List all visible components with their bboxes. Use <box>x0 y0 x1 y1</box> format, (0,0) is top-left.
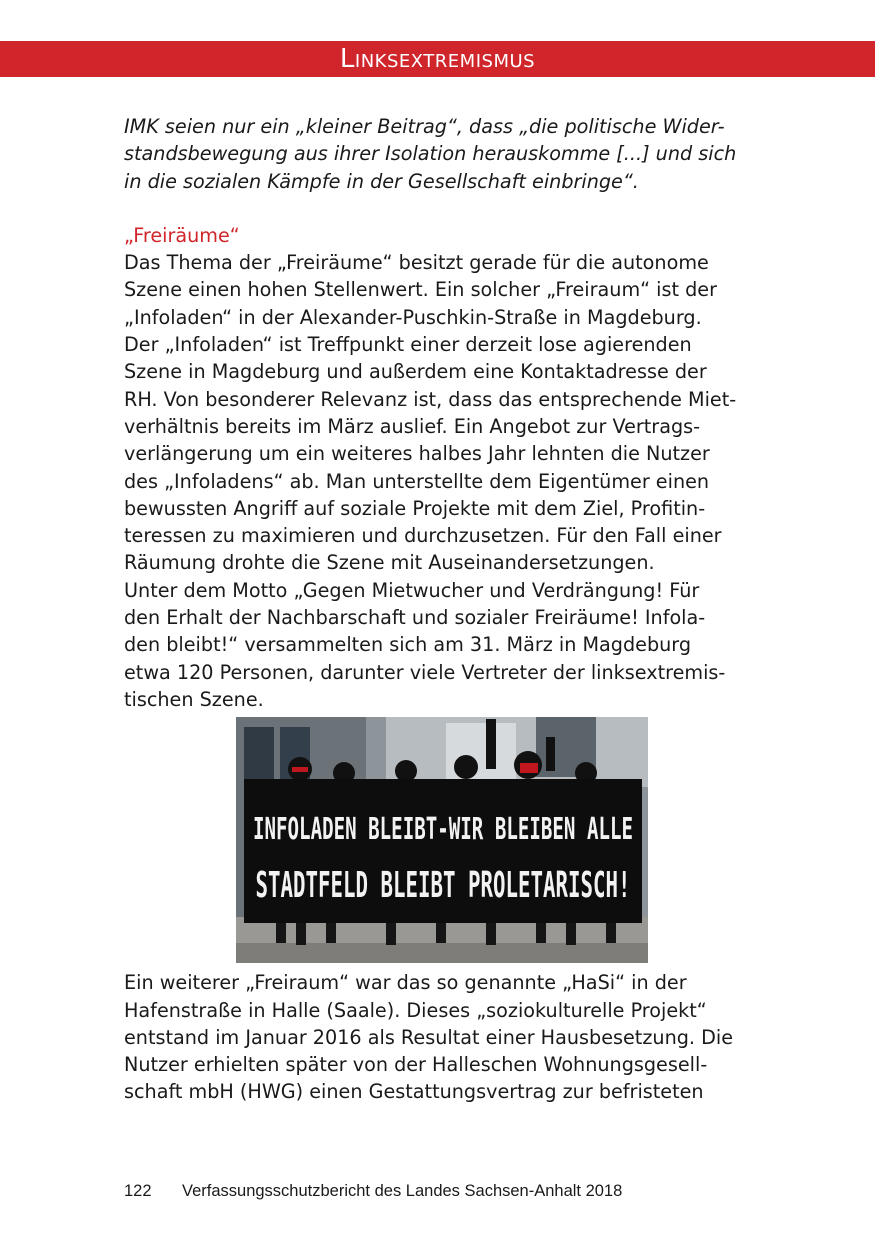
chapter-title: Linksextremismus <box>339 44 536 74</box>
page-footer <box>124 1182 622 1201</box>
chapter-header-bar <box>0 41 875 77</box>
protest-photo <box>236 717 648 963</box>
section-heading: „Freiräume“ <box>124 223 240 247</box>
intro-paragraph: IMK seien nur ein „kleiner Beitrag“, dass „die politische Wider- standsbewegung aus ihrer Isolation herauskomme [...] und sich in die sozialen Kämpfe in der Gesellschaft einbringe“. <box>124 115 737 193</box>
publication-title: Verfassungsschutzbericht des Landes Sachsen-Anhalt 2018 <box>182 1182 623 1200</box>
page-number: 122 <box>124 1182 152 1200</box>
page-content <box>124 113 750 1106</box>
banner-text-line1: INFOLADEN BLEIBT-WIR BLEIBEN ALLE <box>253 812 633 848</box>
body-paragraph-hasi: Ein weiterer „Freiraum“ war das so genannte „HaSi“ in der Hafenstraße in Halle (Saale). Dieses „soziokulturelle Projekt“ entstand im Januar 2016 als Resultat einer Hausbesetzung. Die Nutzer erhielten später von der Halleschen Wohnungsgesell- schaft mbH (HWG) einen Gestattungsvertrag zur befristeten <box>124 971 734 1104</box>
banner-text-line2: STADTFELD BLEIBT PROLETARISCH! <box>255 865 631 907</box>
body-paragraph-infoladen: Das Thema der „Freiräume“ besitzt gerade für die autonome Szene einen hohen Stellenwert. Ein solcher „Freiraum“ ist der „Infoladen“ in der Alexander-Puschkin-Straße in Magdeburg. Der „Infoladen“ ist Treffpunkt einer derzeit lose agierenden Szene in Magdeburg und außerdem eine Kontaktadresse der RH. Von besonderer Relevanz ist, dass das entsprechende Miet- verhältnis bereits im März auslief. Ein Angebot zur Vertrags- verlängerung um ein weiteres halbes Jahr lehnten die Nutzer des „Infoladens“ ab. Man unterstellte dem Eigentümer einen bewussten Angriff auf soziale Projekte mit dem Ziel, Profitin- teressen zu maximieren und durchzusetzen. Für den Fall einer Räumung drohte die Szene mit Auseinandersetzungen. Unter dem Motto „Gegen Mietwucher und Verdrängung! Für den Erhalt der Nachbarschaft und sozialer Freiräume! Infola- den bleibt!“ versammelten sich am 31. März in Magdeburg etwa 120 Personen, darunter viele Vertreter der linksextremis- tischen Szene. <box>124 251 737 711</box>
